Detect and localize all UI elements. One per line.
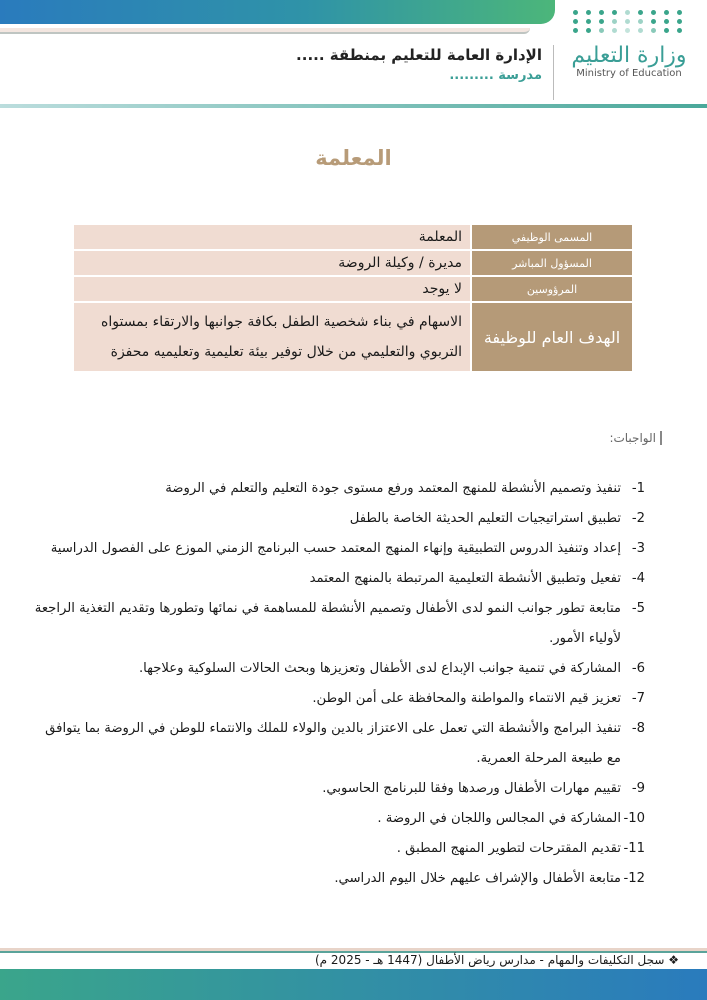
item-text: تقييم مهارات الأطفال ورصدها وفقا للبرنامج الحاسوبي.: [322, 781, 621, 796]
item-number: 6-: [631, 661, 645, 676]
info-label: المسؤول المباشر: [472, 251, 632, 275]
item-text: تقديم المقترحات لتطوير المنهج المطبق .: [396, 841, 621, 856]
info-value: لا يوجد: [74, 277, 470, 301]
item-text: تنفيذ وتصميم الأنشطة للمنهج المعتمد ورفع مستوى جودة التعليم والتعلم في الروضة: [165, 481, 621, 496]
item-text: إعداد وتنفيذ الدروس التطبيقية وإنهاء المنهج المعتمد حسب البرنامج الزمني الموزع على الفصول الدراسية: [50, 541, 621, 556]
list-item: [30, 534, 645, 564]
ministry-name-ar: وزارة التعليم: [571, 43, 687, 68]
school-name: مدرسة .........: [449, 68, 542, 83]
item-text: تنفيذ البرامج والأنشطة التي تعمل على الاعتزاز بالدين والولاء للملك والانتماء للوطن في الروضة بما يتوافق مع طبيعة المرحلة العمرية.: [45, 721, 621, 766]
list-item: [30, 804, 645, 834]
list-item: [30, 834, 645, 864]
list-item: [30, 504, 645, 534]
item-number: 11-: [623, 841, 645, 856]
list-item: [30, 474, 645, 504]
info-value: الاسهام في بناء شخصية الطفل بكافة جوانبها والارتقاء بمستواه التربوي والتعليمي من خلال توفير بيئة تعليمية وتعليميه محفزة: [74, 303, 470, 371]
item-number: 3-: [631, 541, 645, 556]
item-text: المشاركة في تنمية جوانب الإبداع لدى الأطفال وتعزيزها وبحث الحالات السلوكية وعلاجها.: [138, 661, 621, 676]
item-number: 4-: [631, 571, 645, 586]
info-label: الهدف العام للوظيفة: [472, 303, 632, 371]
header-divider: [0, 28, 530, 34]
footer-text: ❖ سجل التكليفات والمهام - مدارس رياض الأطفال (1447 هـ - 2025 م): [314, 953, 679, 967]
item-text: تطبيق استراتيجيات التعليم الحديثة الخاصة بالطفل: [349, 511, 621, 526]
education-dept: الإدارة العامة للتعليم بمنطقة .....: [296, 46, 542, 64]
header-bottom-bar: [0, 104, 707, 108]
list-item: [30, 594, 645, 654]
info-label: المرؤوسين: [472, 277, 632, 301]
footer-banner: [0, 969, 707, 1000]
ministry-name-en: Ministry of Education: [576, 68, 682, 79]
item-number: 1-: [631, 481, 645, 496]
list-item: [30, 684, 645, 714]
list-item: [30, 714, 645, 774]
item-number: 8-: [631, 721, 645, 736]
table-row: [74, 277, 632, 301]
item-text: متابعة تطور جوانب النمو لدى الأطفال وتصميم الأنشطة للمساهمة في نمائها وتطورها وتقديم التغذية الراجعة لأولياء الأمور.: [34, 601, 621, 646]
item-number: 9-: [631, 781, 645, 796]
duties-list: [30, 474, 645, 894]
item-number: 12-: [623, 871, 645, 886]
list-item: [30, 564, 645, 594]
table-row: [74, 303, 632, 371]
item-number: 10-: [623, 811, 645, 826]
list-item: [30, 864, 645, 894]
item-number: 5-: [631, 601, 645, 616]
item-text: تفعيل وتطبيق الأنشطة التعليمية المرتبطة بالمنهج المعتمد: [309, 571, 621, 586]
info-value: مديرة / وكيلة الروضة: [74, 251, 470, 275]
job-info-table: [72, 223, 634, 373]
header-separator: [553, 45, 554, 100]
header-text: [296, 46, 542, 83]
item-text: المشاركة في المجالس واللجان في الروضة .: [377, 811, 621, 826]
info-label: المسمى الوظيفي: [472, 225, 632, 249]
ministry-logo: [569, 10, 689, 79]
table-row: [74, 251, 632, 275]
list-item: [30, 774, 645, 804]
page-title: المعلمة: [315, 146, 392, 170]
list-item: [30, 654, 645, 684]
duties-heading: الواجبات:: [609, 431, 662, 445]
item-number: 7-: [631, 691, 645, 706]
item-text: متابعة الأطفال والإشراف عليهم خلال اليوم الدراسي.: [334, 871, 621, 886]
info-value: المعلمة: [74, 225, 470, 249]
table-row: [74, 225, 632, 249]
header-banner: [0, 0, 555, 24]
item-text: تعزيز قيم الانتماء والمواطنة والمحافظة على أمن الوطن.: [312, 691, 621, 706]
item-number: 2-: [631, 511, 645, 526]
logo-dots-icon: [569, 10, 689, 33]
